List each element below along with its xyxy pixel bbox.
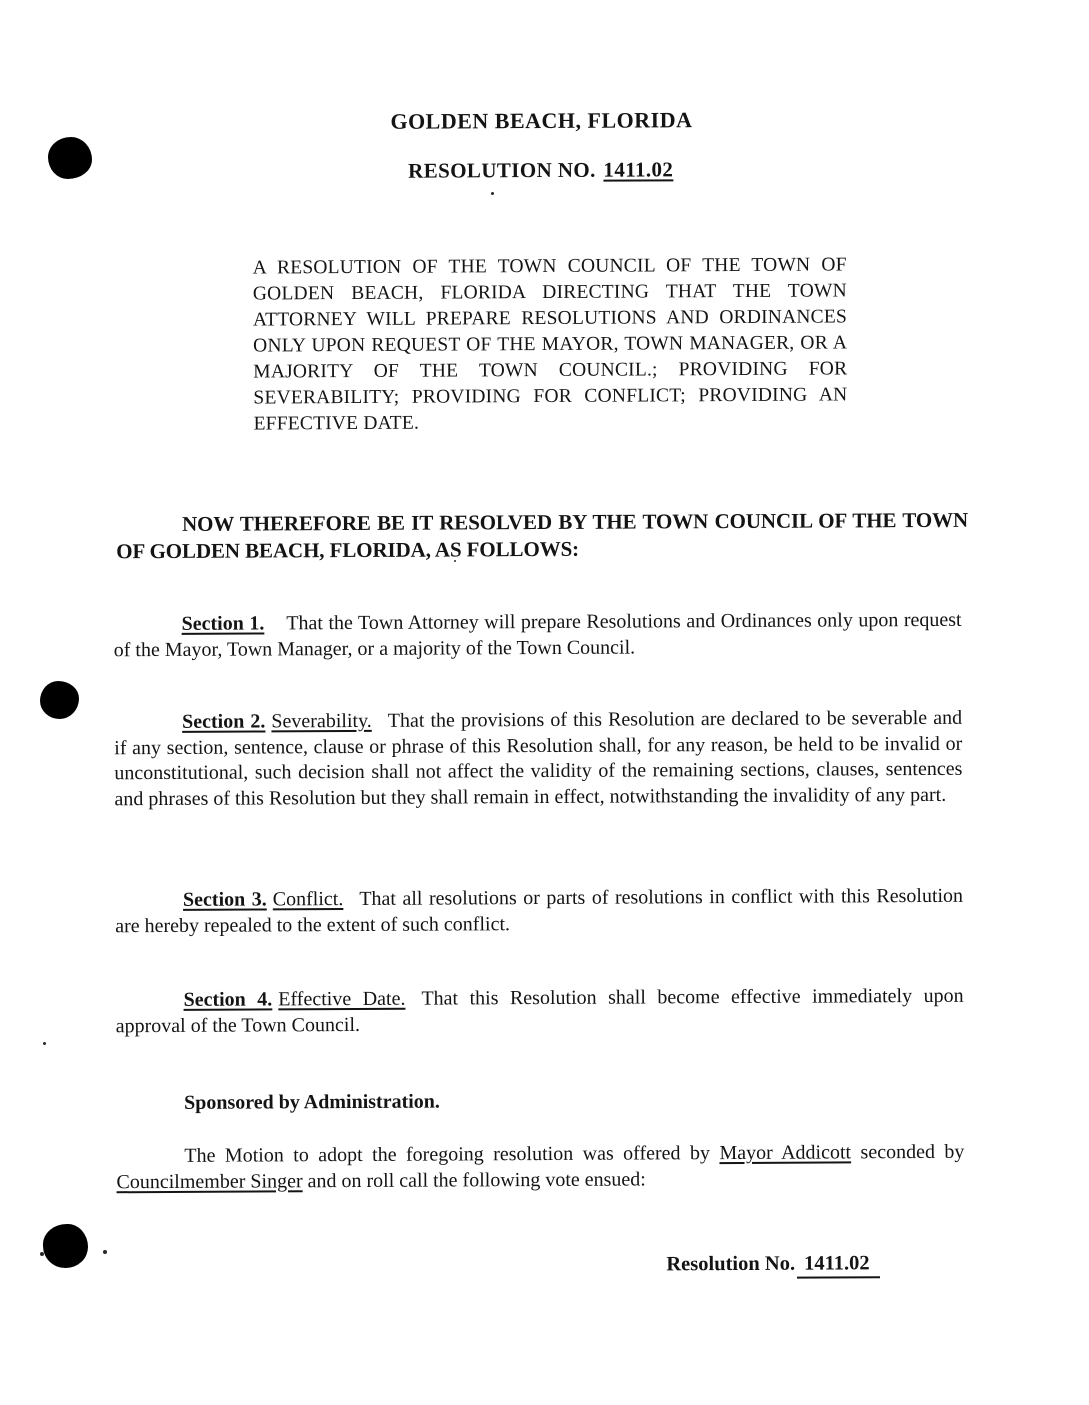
- footer-resolution-value: 1411.02: [797, 1252, 880, 1278]
- motion-text-1: The Motion to adopt the foregoing resolution was offered by: [184, 1142, 720, 1167]
- sponsored-by-line: Sponsored by Administration.: [184, 1090, 440, 1114]
- section-4: [115, 984, 963, 1040]
- section-3-body: That all resolutions or parts of resolutions in conflict with this Resolution are hereby repealed to the extent of such conflict.: [115, 884, 964, 937]
- resolved-clause: NOW THEREFORE BE IT RESOLVED BY THE TOWN COUNCIL OF THE TOWN OF GOLDEN BEACH, FLORIDA, AS FOLLOWS:: [116, 507, 969, 564]
- footer-resolution-label: Resolution No.: [666, 1252, 796, 1276]
- motion-mover-name: Mayor Addicott: [719, 1141, 852, 1165]
- motion-text-3: and on roll call the following vote ensued:: [302, 1168, 646, 1192]
- section-3-label: Section 3.: [182, 888, 267, 911]
- section-4-body: That this Resolution shall become effective immediately upon approval of the Town Council.: [115, 984, 964, 1037]
- motion-text-2: seconded by: [851, 1140, 965, 1164]
- resolution-number-label: RESOLUTION NO.: [408, 157, 596, 183]
- section-4-subtitle: Effective Date.: [278, 987, 406, 1011]
- section-1-label: Section 1.: [181, 612, 265, 635]
- resolution-number-heading: [0, 155, 1086, 186]
- document-title: GOLDEN BEACH, FLORIDA: [390, 107, 693, 134]
- motion-seconder-name: Councilmember Singer: [116, 1169, 303, 1193]
- section-3: [115, 884, 963, 940]
- resolution-number-value: 1411.02: [603, 157, 674, 182]
- motion-paragraph: [116, 1140, 964, 1196]
- section-1: [114, 608, 962, 664]
- section-2-subtitle: Severability.: [271, 709, 372, 733]
- section-1-body: That the Town Attorney will prepare Resolutions and Ordinances only upon request of the Mayor, Town Manager, or a majority of the Town Council.: [113, 608, 962, 661]
- section-2-label: Section 2.: [182, 710, 266, 733]
- section-4-label: Section 4.: [183, 988, 273, 1011]
- resolution-summary-paragraph: A RESOLUTION OF THE TOWN COUNCIL OF THE TOWN OF GOLDEN BEACH, FLORIDA DIRECTING THAT THE TOWN ATTORNEY WILL PREPARE RESOLUTIONS AND ORDINANCES ONLY UPON REQUEST OF THE MAYOR, TOWN MANAGER, OR A MAJORITY OF THE TOWN COUNCIL.; PROVIDING FOR SEVERABILITY; PROVIDING FOR CONFLICT; PROVIDING AN EFFECTIVE DATE.: [252, 253, 848, 435]
- section-3-subtitle: Conflict.: [272, 888, 344, 911]
- section-2-body: That the provisions of this Resolution are declared to be severable and if any section, sentence, clause or phrase of this Resolution shall, for any reason, be held to be invalid or unconstitutional, such decision shall not affect the validity of the remaining sections, clauses, sentences and phrases of this Resolution but they shall remain in effect, notwithstanding the invalidity of any part.: [114, 706, 963, 811]
- footer-resolution-number: [563, 1252, 983, 1280]
- section-2: [114, 706, 963, 813]
